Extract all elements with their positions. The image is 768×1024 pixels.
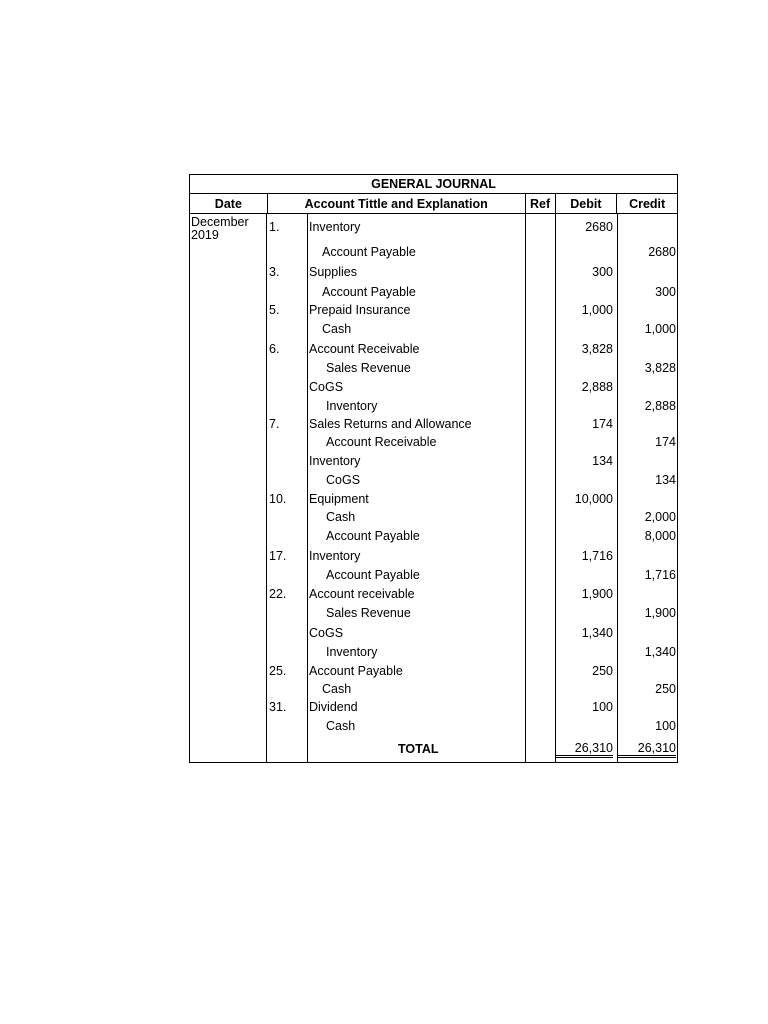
entry-number: 6. (269, 342, 280, 356)
journal-row (190, 509, 677, 525)
total-row (190, 741, 677, 757)
journal-row (190, 528, 677, 544)
credit-amount: 1,000 (644, 322, 676, 336)
account-title: Account Receivable (326, 435, 437, 449)
journal-row (190, 379, 677, 395)
debit-amount: 250 (592, 664, 613, 678)
journal-row (190, 398, 677, 414)
journal-row (190, 491, 677, 507)
header-row (190, 194, 677, 214)
entry-number: 1. (269, 220, 280, 234)
journal-row (190, 625, 677, 641)
credit-amount: 300 (655, 285, 676, 299)
debit-amount: 2680 (585, 220, 613, 234)
journal-row (190, 453, 677, 469)
account-title: Inventory (309, 220, 361, 234)
account-title: Inventory (326, 399, 378, 413)
entry-number: 22. (269, 587, 287, 601)
account-title: Sales Revenue (326, 361, 411, 375)
total-label: TOTAL (398, 742, 439, 756)
journal-row (190, 219, 677, 235)
account-title: Cash (326, 719, 356, 733)
general-journal-table (189, 174, 678, 763)
debit-amount: 100 (592, 700, 613, 714)
journal-row (190, 699, 677, 715)
account-title: Sales Returns and Allowance (309, 417, 472, 431)
journal-row (190, 718, 677, 734)
journal-body (190, 214, 677, 762)
header-credit: Credit (616, 194, 677, 213)
credit-amount: 134 (655, 473, 676, 487)
entry-number: 17. (269, 549, 287, 563)
credit-amount: 2,000 (644, 510, 676, 524)
account-title: Account Payable (326, 568, 420, 582)
account-title: Account Receivable (309, 342, 420, 356)
header-debit: Debit (555, 194, 617, 213)
account-title: Account Payable (326, 529, 420, 543)
debit-amount: 1,900 (581, 587, 613, 601)
debit-amount: 1,000 (581, 303, 613, 317)
journal-row (190, 663, 677, 679)
journal-row (190, 321, 677, 337)
journal-row (190, 416, 677, 432)
account-title: Equipment (309, 492, 369, 506)
entry-number: 3. (269, 265, 280, 279)
entry-number: 25. (269, 664, 287, 678)
journal-row (190, 644, 677, 660)
debit-amount: 2,888 (581, 380, 613, 394)
entry-number: 10. (269, 492, 287, 506)
journal-row (190, 360, 677, 376)
credit-amount: 100 (655, 719, 676, 733)
debit-amount: 174 (592, 417, 613, 431)
date-label: December 2019 (191, 215, 249, 242)
header-date: Date (214, 196, 242, 211)
account-title: Inventory (309, 549, 361, 563)
debit-amount: 10,000 (574, 492, 613, 506)
journal-row (190, 605, 677, 621)
account-title: Account receivable (309, 587, 415, 601)
entry-number: 7. (269, 417, 280, 431)
credit-amount: 1,716 (644, 568, 676, 582)
account-title: Sales Revenue (326, 606, 411, 620)
header-account: Account Tittle and Explanation (267, 194, 525, 213)
debit-amount: 300 (592, 265, 613, 279)
credit-amount: 250 (655, 682, 676, 696)
account-title: Account Payable (309, 664, 403, 678)
credit-amount: 174 (655, 435, 676, 449)
account-title: Cash (322, 322, 352, 336)
account-title: Prepaid Insurance (309, 303, 411, 317)
account-title: Cash (326, 510, 356, 524)
journal-row (190, 302, 677, 318)
credit-amount: 2680 (648, 245, 676, 259)
account-title: CoGS (309, 626, 344, 640)
journal-title: GENERAL JOURNAL (190, 175, 677, 194)
journal-row (190, 434, 677, 450)
account-title: Supplies (309, 265, 357, 279)
total-debit: 26,310 (555, 741, 613, 758)
journal-row (190, 341, 677, 357)
credit-amount: 1,900 (644, 606, 676, 620)
credit-amount: 2,888 (644, 399, 676, 413)
debit-amount: 3,828 (581, 342, 613, 356)
journal-row (190, 586, 677, 602)
account-title: Account Payable (322, 245, 416, 259)
journal-row (190, 567, 677, 583)
account-title: Cash (322, 682, 352, 696)
account-title: Dividend (309, 700, 358, 714)
journal-row (190, 264, 677, 280)
account-title: Inventory (326, 645, 378, 659)
credit-amount: 3,828 (644, 361, 676, 375)
header-ref: Ref (525, 194, 555, 213)
debit-amount: 134 (592, 454, 613, 468)
entry-number: 5. (269, 303, 280, 317)
debit-amount: 1,340 (581, 626, 613, 640)
account-title: CoGS (326, 473, 361, 487)
journal-row (190, 681, 677, 697)
journal-row (190, 548, 677, 564)
debit-amount: 1,716 (581, 549, 613, 563)
total-credit: 26,310 (618, 741, 676, 758)
entry-number: 31. (269, 700, 287, 714)
credit-amount: 8,000 (644, 529, 676, 543)
account-title: CoGS (309, 380, 344, 394)
journal-row (190, 284, 677, 300)
account-title: Inventory (309, 454, 361, 468)
account-title: Account Payable (322, 285, 416, 299)
journal-row (190, 472, 677, 488)
credit-amount: 1,340 (644, 645, 676, 659)
journal-row (190, 244, 677, 260)
